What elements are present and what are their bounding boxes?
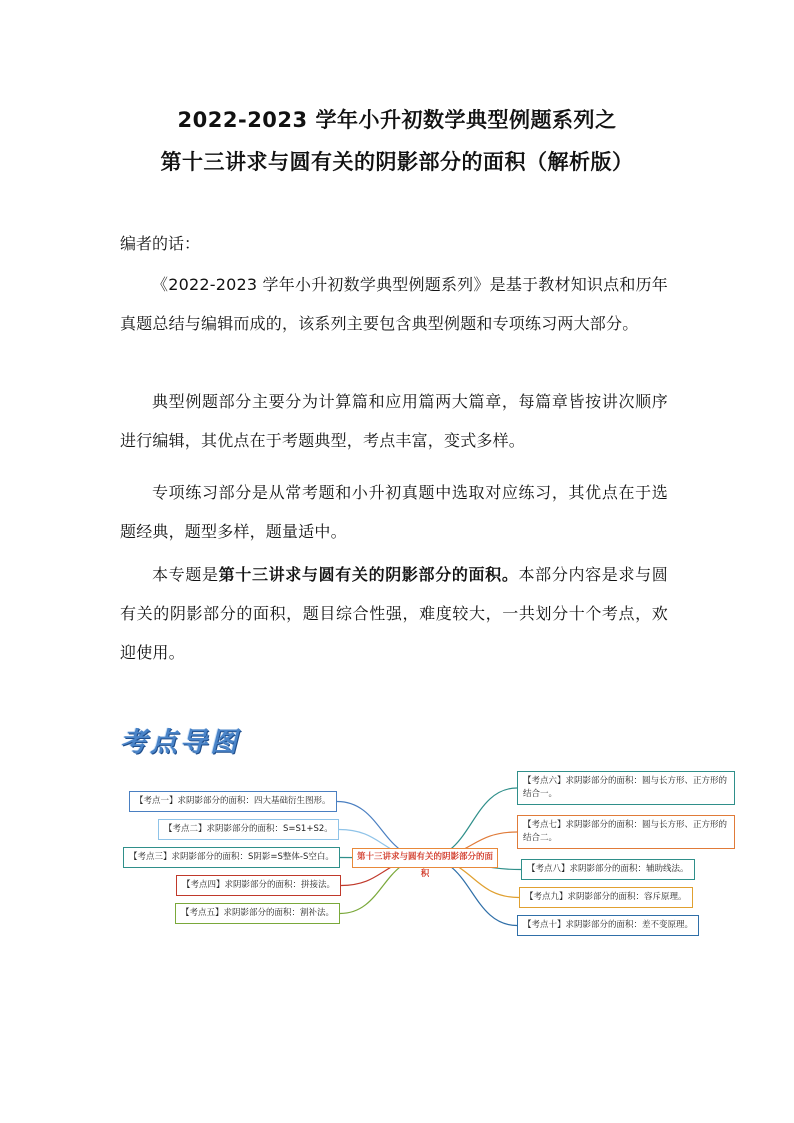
intro-paragraph-4-prefix: 本专题是 xyxy=(152,565,219,584)
intro-paragraph-4-suffix: 本部分内容是求与圆有关的阴影部分的面积，题目综合性强，难度较大，一共划分十个考点，欢迎使用。 xyxy=(120,565,668,662)
editor-note-label: 编者的话： xyxy=(120,234,201,253)
mindmap-node-10: 【考点十】求阴影部分的面积：差不变原理。 xyxy=(517,915,699,936)
intro-paragraph-4 xyxy=(120,555,668,672)
mindmap-node-8: 【考点八】求阴影部分的面积：辅助线法。 xyxy=(521,859,695,880)
mindmap-node-6: 【考点六】求阴影部分的面积：圆与长方形、正方形的结合一。 xyxy=(517,771,735,805)
mindmap-node-4: 【考点四】求阴影部分的面积：拼接法。 xyxy=(176,875,341,896)
intro-paragraph-1: 《2022-2023 学年小升初数学典型例题系列》是基于教材知识点和历年真题总结与编辑而成的，该系列主要包含典型例题和专项练习两大部分。 xyxy=(120,275,668,333)
intro-paragraph-3: 专项练习部分是从常考题和小升初真题中选取对应练习，其优点在于选题经典，题型多样，题量适中。 xyxy=(120,483,668,541)
mindmap-node-7: 【考点七】求阴影部分的面积：圆与长方形、正方形的结合二。 xyxy=(517,815,735,849)
mindmap-node-3: 【考点三】求阴影部分的面积：S阴影=S整体-S空白。 xyxy=(123,847,340,868)
mindmap-node-5: 【考点五】求阴影部分的面积：割补法。 xyxy=(175,903,340,924)
intro-paragraph-2: 典型例题部分主要分为计算篇和应用篇两大篇章，每篇章皆按讲次顺序进行编辑，其优点在于考题典型，考点丰富，变式多样。 xyxy=(120,392,668,450)
mindmap-node-1: 【考点一】求阴影部分的面积：四大基础衍生图形。 xyxy=(129,791,337,812)
mindmap-connector-rn4 xyxy=(426,858,517,926)
document-title-line2: 第十三讲求与圆有关的阴影部分的面积（解析版） xyxy=(160,150,634,174)
intro-paragraph-4-topic: 第十三讲求与圆有关的阴影部分的面积。 xyxy=(218,565,519,584)
mindmap-node-2: 【考点二】求阴影部分的面积：S=S1+S2。 xyxy=(158,819,339,840)
mindmap-section-title: 考点导图 xyxy=(120,727,240,758)
mindmap-center-node: 第十三讲求与圆有关的阴影部分的面积 xyxy=(352,848,498,868)
document-title-line1: 2022-2023 学年小升初数学典型例题系列之 xyxy=(177,108,617,132)
mindmap-node-9: 【考点九】求阴影部分的面积：容斥原理。 xyxy=(519,887,693,908)
